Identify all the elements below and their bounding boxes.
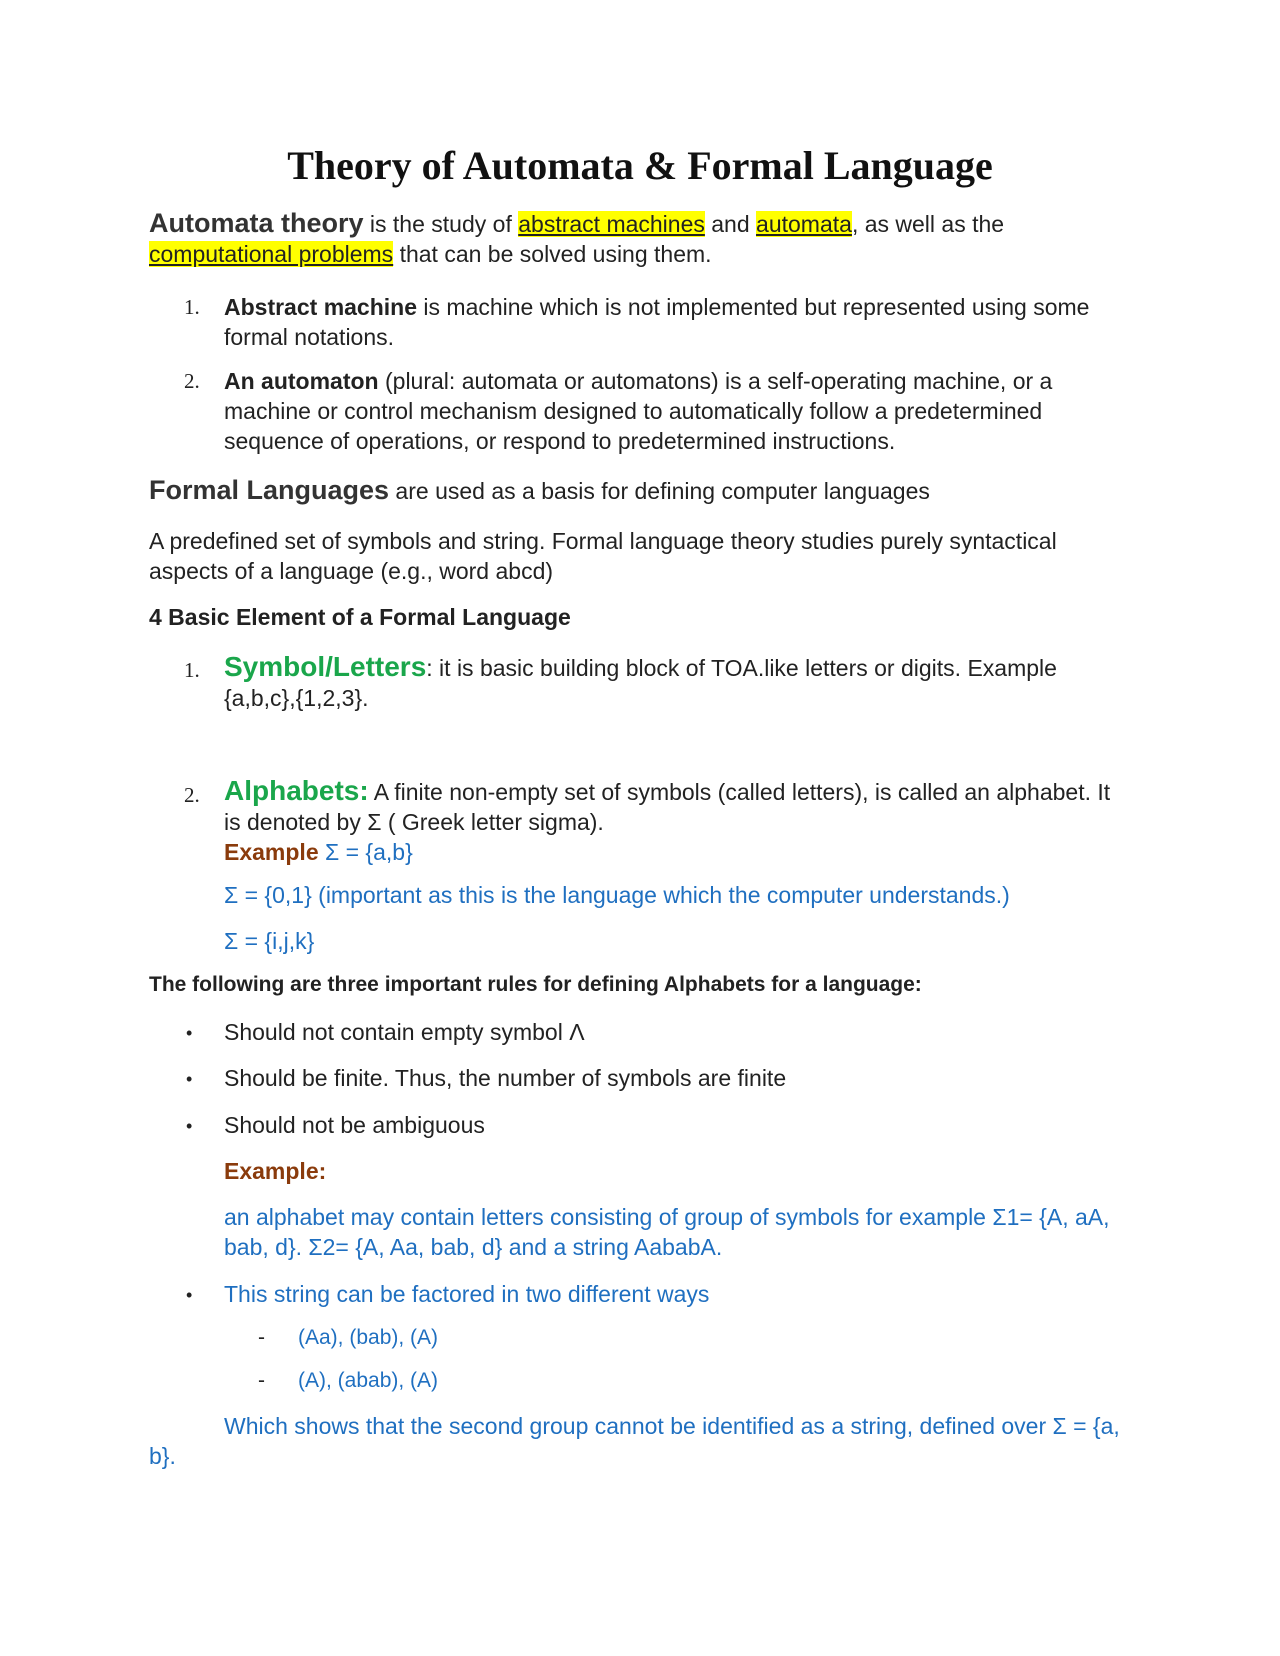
example-label: Example	[224, 839, 319, 865]
sigma-example: Σ = {i,j,k}	[224, 928, 315, 954]
factoring-way: (A), (abab), (A)	[298, 1369, 439, 1392]
list-item-automaton	[224, 366, 1124, 456]
element-text: A finite non-empty set of symbols (called letters), is called an alphabet. It is denoted by Σ ( Greek letter sigma).	[224, 779, 1111, 835]
list-item-alphabets	[224, 776, 1124, 867]
example-label: Example:	[224, 1158, 327, 1184]
elements-heading: 4 Basic Element of a Formal Language	[149, 604, 571, 630]
rule-item: Should be finite. Thus, the number of symbols are finite	[224, 1065, 787, 1091]
bullet: •	[186, 1069, 193, 1089]
intro-text-3: , as well as the	[851, 211, 1005, 237]
def-term: An automaton	[224, 368, 379, 394]
bullet: •	[186, 1285, 193, 1305]
example-text: an alphabet may contain letters consisting of group of symbols for example Σ1= {A, aA, bab, d}. Σ2= {A, Aa, bab, d} and a string AababA.	[224, 1204, 1110, 1260]
element-term: Symbol/Letters	[224, 651, 427, 682]
intro-paragraph	[149, 208, 1129, 269]
list-number: 2.	[184, 369, 200, 393]
formal-term: Formal Languages	[149, 475, 390, 505]
list-number: 2.	[184, 783, 200, 807]
page-title: Theory of Automata & Formal Language	[287, 143, 993, 188]
dash: -	[258, 1369, 265, 1392]
conclusion-paragraph: Which shows that the second group cannot be identified as a string, defined over Σ = {a, b}.	[149, 1413, 1120, 1469]
list-item-symbol-letters	[224, 652, 1124, 713]
rules-heading: The following are three important rules for defining Alphabets for a language:	[149, 973, 922, 996]
sigma-example: Σ = {0,1} (important as this is the language which the computer understands.)	[224, 882, 1010, 908]
link-computational-problems[interactable]: computational problems	[149, 241, 394, 267]
rule-item: Should not be ambiguous	[224, 1112, 485, 1138]
formal-text: are used as a basis for defining computer languages	[389, 478, 930, 504]
list-item-abstract-machine	[224, 292, 1124, 352]
intro-text-1: is the study of	[363, 211, 519, 237]
rule-item: Should not contain empty symbol Λ	[224, 1019, 585, 1045]
intro-text-4: that can be solved using them.	[393, 241, 712, 267]
bullet: •	[186, 1116, 193, 1136]
example-value: Σ = {a,b}	[318, 839, 413, 865]
element-text: : it is basic building block of TOA.like letters or digits. Example {a,b,c},{1,2,3}.	[224, 655, 1057, 711]
bullet: •	[186, 1023, 193, 1043]
element-term: Alphabets:	[224, 775, 369, 806]
intro-term: Automata theory	[149, 208, 364, 238]
link-abstract-machines[interactable]: abstract machines	[518, 211, 705, 237]
list-number: 1.	[184, 658, 200, 682]
def-text: (plural: automata or automatons) is a self-operating machine, or a machine or control mechanism designed to automatically follow a predetermined sequence of operations, or respond to predetermined instructions.	[224, 368, 1053, 454]
def-term: Abstract machine	[224, 294, 418, 320]
factored-text: This string can be factored in two different ways	[224, 1281, 710, 1307]
intro-text-2: and	[704, 211, 757, 237]
list-number: 1.	[184, 295, 200, 319]
dash: -	[258, 1326, 265, 1349]
formal-languages-paragraph	[149, 475, 1129, 506]
predefined-paragraph: A predefined set of symbols and string. Formal language theory studies purely syntactical aspects of a language (e.g., word abcd)	[149, 528, 1057, 584]
factoring-way: (Aa), (bab), (A)	[298, 1326, 439, 1349]
def-text: is machine which is not implemented but represented using some formal notations.	[224, 294, 1090, 350]
link-automata[interactable]: automata	[756, 211, 852, 237]
